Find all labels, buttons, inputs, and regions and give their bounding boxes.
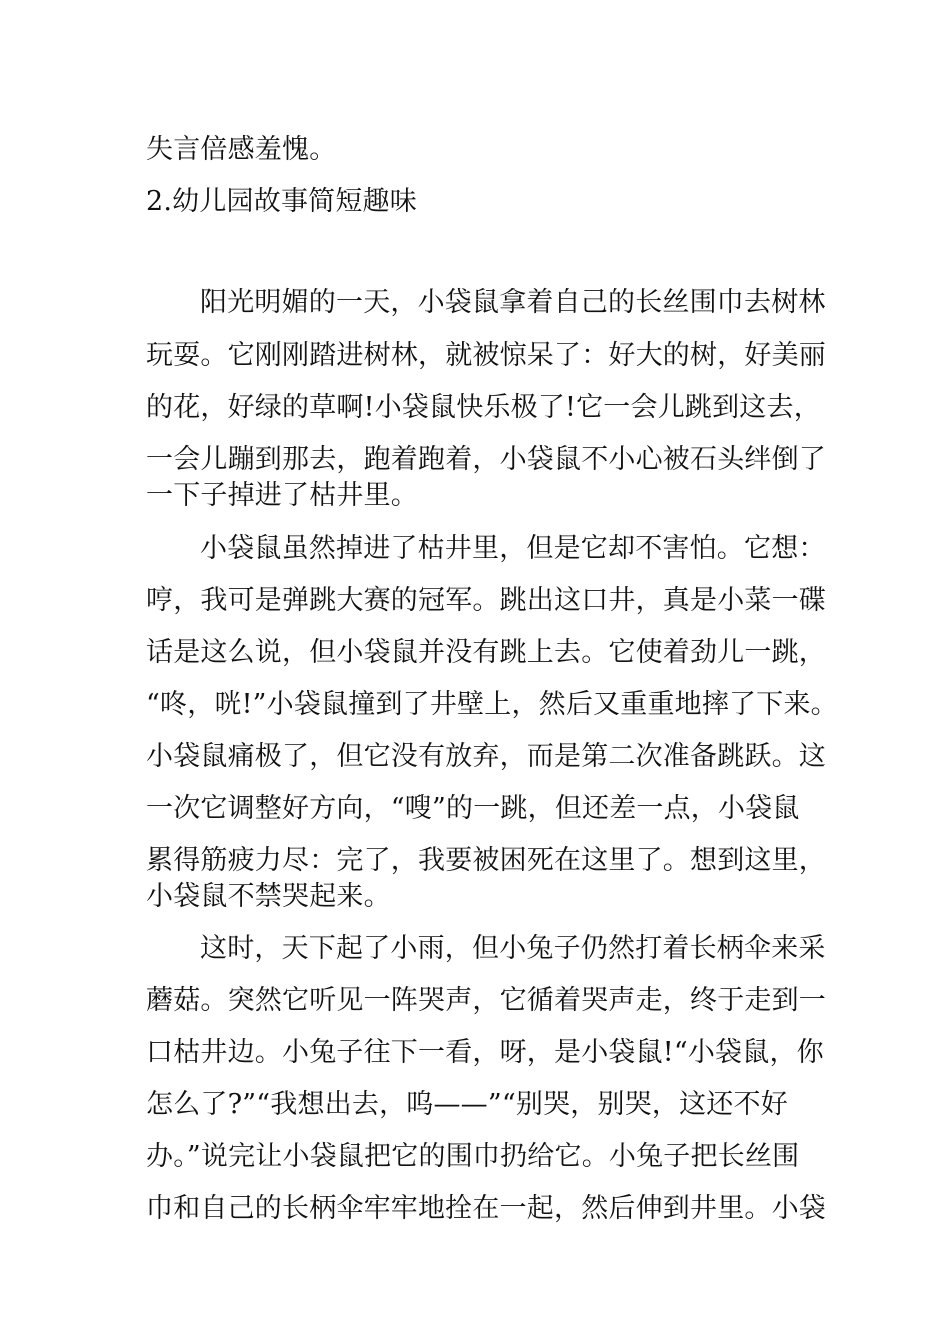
paragraph-line: 巾和自己的长柄伞牢牢地拴在一起，然后伸到井里。小袋 (146, 1193, 826, 1224)
paragraph-line: 一会儿蹦到那去，跑着跑着，小袋鼠不小心被石头绊倒了 (146, 444, 826, 475)
section-heading: 2.幼儿园故事简短趣味 (146, 186, 417, 217)
paragraph-line: 办。”说完让小袋鼠把它的围巾扔给它。小兔子把长丝围 (146, 1141, 800, 1172)
paragraph-line: 小袋鼠虽然掉进了枯井里，但是它却不害怕。它想： (200, 533, 826, 564)
paragraph-line: 这时，天下起了小雨，但小兔子仍然打着长柄伞来采 (200, 933, 826, 964)
paragraph-line: 玩耍。它刚刚踏进树林，就被惊呆了：好大的树，好美丽 (146, 340, 826, 371)
paragraph-line: 小袋鼠痛极了，但它没有放弃，而是第二次准备跳跃。这 (146, 741, 826, 772)
paragraph-line: 一次它调整好方向，“嗖”的一跳，但还差一点，小袋鼠 (146, 793, 800, 824)
paragraph-line: 怎么了?”“我想出去，呜——”“别哭，别哭，这还不好 (146, 1089, 788, 1120)
paragraph-line: 蘑菇。突然它听见一阵哭声，它循着哭声走，终于走到一 (146, 985, 826, 1016)
paragraph-line: 哼，我可是弹跳大赛的冠军。跳出这口井，真是小菜一碟 (146, 585, 826, 616)
paragraph-line: 话是这么说，但小袋鼠并没有跳上去。它使着劲儿一跳， (146, 637, 826, 668)
paragraph-line: “咚，咣!”小袋鼠撞到了井壁上，然后又重重地摔了下来。 (146, 689, 838, 720)
text-line: 失言倍感羞愧。 (146, 134, 337, 165)
paragraph-line: 一下子掉进了枯井里。 (146, 480, 418, 511)
paragraph-line: 累得筋疲力尽：完了，我要被困死在这里了。想到这里， (146, 845, 826, 876)
paragraph-line: 口枯井边。小兔子往下一看，呀，是小袋鼠!“小袋鼠，你 (146, 1037, 824, 1068)
paragraph-line: 阳光明媚的一天，小袋鼠拿着自己的长丝围巾去树林 (200, 287, 826, 318)
paragraph-line: 小袋鼠不禁哭起来。 (146, 881, 391, 912)
paragraph-line: 的花，好绿的草啊!小袋鼠快乐极了!它一会儿跳到这去， (146, 392, 821, 423)
